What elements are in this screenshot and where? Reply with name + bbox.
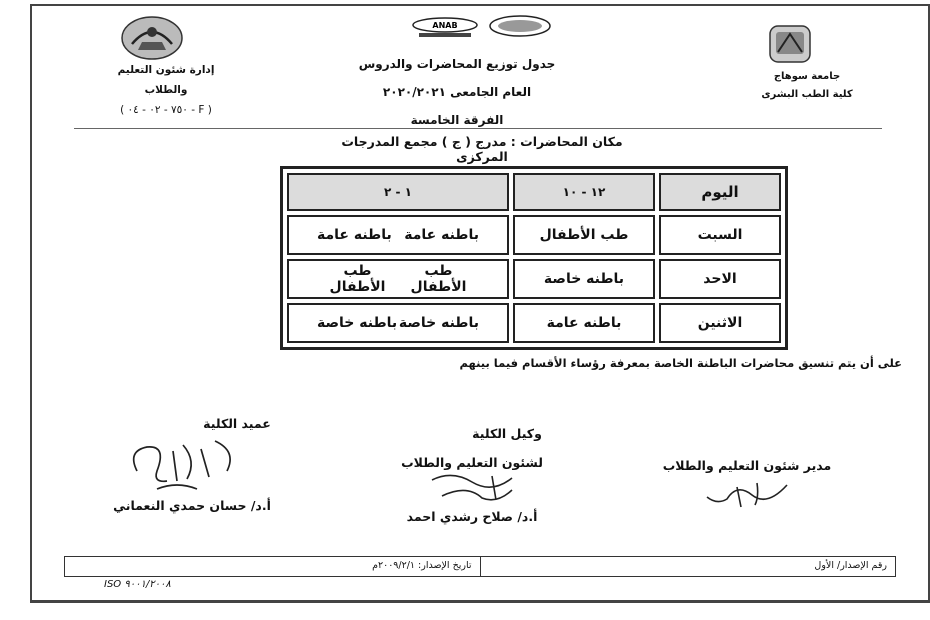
academic-year: العام الجامعى ٢٠٢٠/٢٠٢١ bbox=[382, 85, 532, 99]
issue-date: تاريخ الإصدار: ٢٠٠٩/٢/١م bbox=[65, 557, 481, 576]
slot2-subject: باطنه عامة bbox=[404, 227, 479, 243]
director-title: مدير شئون التعليم والطلاب bbox=[662, 458, 832, 473]
table-header-row bbox=[287, 173, 781, 211]
vice-dean-portfolio: لشئون التعليم والطلاب bbox=[401, 455, 543, 470]
slot2-cell bbox=[287, 259, 509, 299]
document-footer bbox=[64, 556, 896, 577]
slot2-subject: باطنه خاصة bbox=[398, 315, 479, 331]
faculty-name: كلية الطب البشرى bbox=[761, 89, 853, 100]
header-day: اليوم bbox=[659, 173, 781, 211]
director-signature-block bbox=[642, 458, 852, 516]
slot2-cell bbox=[287, 215, 509, 255]
header-slot-1: ١٢ - ١٠ bbox=[513, 173, 655, 211]
lecture-location: مكان المحاضرات : مدرج ( ج ) مجمع المدرجات المركزى bbox=[341, 134, 623, 164]
title-line: جدول توزيع المحاضرات والدروس bbox=[358, 57, 556, 71]
day-cell: الاحد bbox=[659, 259, 781, 299]
document-title bbox=[352, 50, 562, 134]
university-emblem-left bbox=[102, 14, 202, 62]
table-row bbox=[287, 303, 781, 343]
faculty-emblem-right bbox=[752, 24, 828, 66]
vice-dean-signature-block bbox=[372, 426, 572, 524]
slot2-subject: باطنه خاصة bbox=[317, 315, 398, 331]
day-cell: الاثنين bbox=[659, 303, 781, 343]
director-signature bbox=[697, 477, 797, 513]
slot1-cell: باطنه خاصة bbox=[513, 259, 655, 299]
header-divider bbox=[74, 128, 882, 129]
vice-dean-name: أ.د/ صلاح رشدي احمد bbox=[406, 509, 538, 524]
schedule-table bbox=[280, 166, 788, 350]
vice-dean-signature bbox=[412, 470, 532, 506]
slot1-cell: باطنه عامة bbox=[513, 303, 655, 343]
dean-signature bbox=[117, 431, 267, 495]
issue-number: رقم الإصدار/ الأول bbox=[814, 560, 887, 571]
iso-standard: ISO ٩٠٠١/٢٠٠٨ bbox=[104, 579, 171, 590]
dean-signature-block bbox=[92, 416, 292, 513]
table-row bbox=[287, 215, 781, 255]
class-year: الفرقة الخامسة bbox=[410, 113, 504, 127]
iso-logo bbox=[487, 14, 553, 38]
slot2-subject: طب الأطفال bbox=[329, 263, 386, 295]
slot2-subject: باطنه عامة bbox=[317, 227, 392, 243]
table-row bbox=[287, 259, 781, 299]
anab-logo-text: ANAB bbox=[432, 21, 458, 30]
slot2-cell bbox=[287, 303, 509, 343]
header-slot-2: ١ - ٢ bbox=[287, 173, 509, 211]
dean-title: عميد الكلية bbox=[203, 416, 271, 431]
form-code: ( F - ٧٥٠ - ٠٢ - ٠٤ ) bbox=[120, 104, 212, 116]
document-page bbox=[30, 4, 930, 603]
day-cell: السبت bbox=[659, 215, 781, 255]
university-info bbox=[732, 68, 882, 104]
department-name: إدارة شئون التعليم والطلاب bbox=[117, 64, 215, 96]
dean-name: أ.د/ حسان حمدي النعماني bbox=[113, 498, 271, 513]
anab-logo bbox=[409, 16, 481, 38]
vice-dean-title: وكيل الكلية bbox=[472, 426, 542, 441]
issuing-department bbox=[96, 60, 236, 120]
coordination-note: على أن يتم تنسيق محاضرات الباطنة الخاصة بمعرفة رؤساء الأقسام فيما بينهم bbox=[459, 356, 902, 370]
slot2-subject: طب الأطفال bbox=[410, 263, 467, 295]
university-name: جامعة سوهاج bbox=[773, 71, 841, 82]
slot1-cell: طب الأطفال bbox=[513, 215, 655, 255]
